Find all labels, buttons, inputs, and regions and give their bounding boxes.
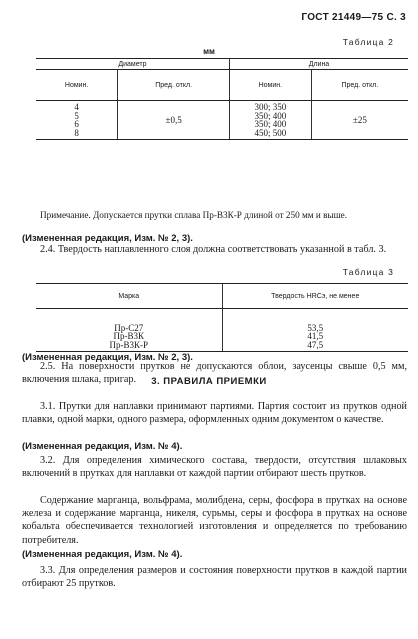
diameter-value: 5 [74,110,79,121]
table3-caption: Таблица 3 [342,267,394,277]
brand-cell [36,309,222,352]
table2-units: мм [203,47,215,56]
length-nominal-cell [229,101,311,140]
length-tolerance: ±25 [311,101,408,140]
length-value: 450; 500 [254,127,287,138]
diameter-value: 4 [74,102,79,112]
col-hardness: Твердость HRCэ, не менее [222,284,408,309]
clause-3-1 [22,400,407,426]
table-3 [36,283,408,352]
col-length: Длина [229,59,408,70]
diameter-tolerance: ±0,5 [118,101,230,140]
revision-text: (Измененная редакция, Изм. № 4). [22,549,183,560]
hardness-value: 47,5 [307,339,324,350]
length-value: 300; 350 [254,102,287,112]
page-header: ГОСТ 21449—75 С. 3 [301,12,406,23]
sub-nom-diameter: Номин. [36,70,118,101]
clause-3-3 [22,564,407,590]
hardness-value: 53,5 [307,322,324,333]
revision-note-4 [22,548,407,561]
sub-nom-length: Номин. [229,70,311,101]
clause-text: 3.1. Прутки для наплавки принимают партиями. Партия состоит из прутков одной плавки, одной марки, одного размера, оформленных одним документом о качестве. [22,401,407,426]
clause-3-2 [22,454,407,480]
table-2 [36,58,408,140]
clause-2-4 [22,243,407,256]
clause-text: Содержание марганца, вольфрама, молибдена, серы, фосфора в прутках на основе железа и содержание марганца, никеля, сурьмы, серы и фосфора в прутках на основе кобальта обеспечивается технологией изготовления и определяется по требованию потребителя. [22,495,407,546]
note-text: Примечание. Допускается прутки сплава Пр-В3К-Р длиной от 250 мм и выше. [40,210,348,220]
section-heading: 3. ПРАВИЛА ПРИЕМКИ [151,376,267,387]
col-diameter: Диаметр [36,59,229,70]
sub-tol-length: Пред. откл. [311,70,408,101]
brand-value: Пр-В3К-Р [109,339,148,350]
hardness-cell [222,309,408,352]
revision-text: (Измененная редакция, Изм. № 2, 3). [22,352,193,363]
revision-text: (Измененная редакция, Изм. № 4). [22,441,183,452]
col-brand: Марка [36,284,222,309]
clause-text: 2.4. Твердость наплавленного слоя должна соответствовать указанной в табл. 3. [40,244,387,255]
diameter-value: 8 [74,127,79,138]
clause-text: 2.5. На поверхности прутков не допускаются облои, заусенцы свыше 0,5 мм, включения шлака, пригар. [22,361,407,386]
revision-note-3 [22,440,407,453]
clause-3-2-content [22,494,407,547]
brand-value: Пр-В3К [113,331,144,341]
table2-note [22,210,407,221]
clause-text: 3.2. Для определения химического состава, твердости, отсутствия шлаковых включений в прутках для наплавки от каждой партии отбирают шесть прутков. [22,455,407,480]
hardness-value: 41,5 [307,331,324,341]
revision-text: (Измененная редакция, Изм. № 2, 3). [22,233,193,244]
diameter-value: 6 [74,119,79,129]
length-value: 350; 400 [254,119,287,129]
brand-value: Пр-С27 [114,322,144,333]
table2-caption: Таблица 2 [342,37,394,47]
sub-tol-diameter: Пред. откл. [118,70,230,101]
length-value: 350; 400 [254,110,287,121]
clause-text: 3.3. Для определения размеров и состояния поверхности прутков в каждой партии отбирают 25 прутков. [22,565,407,590]
diameter-nominal-cell [36,101,118,140]
